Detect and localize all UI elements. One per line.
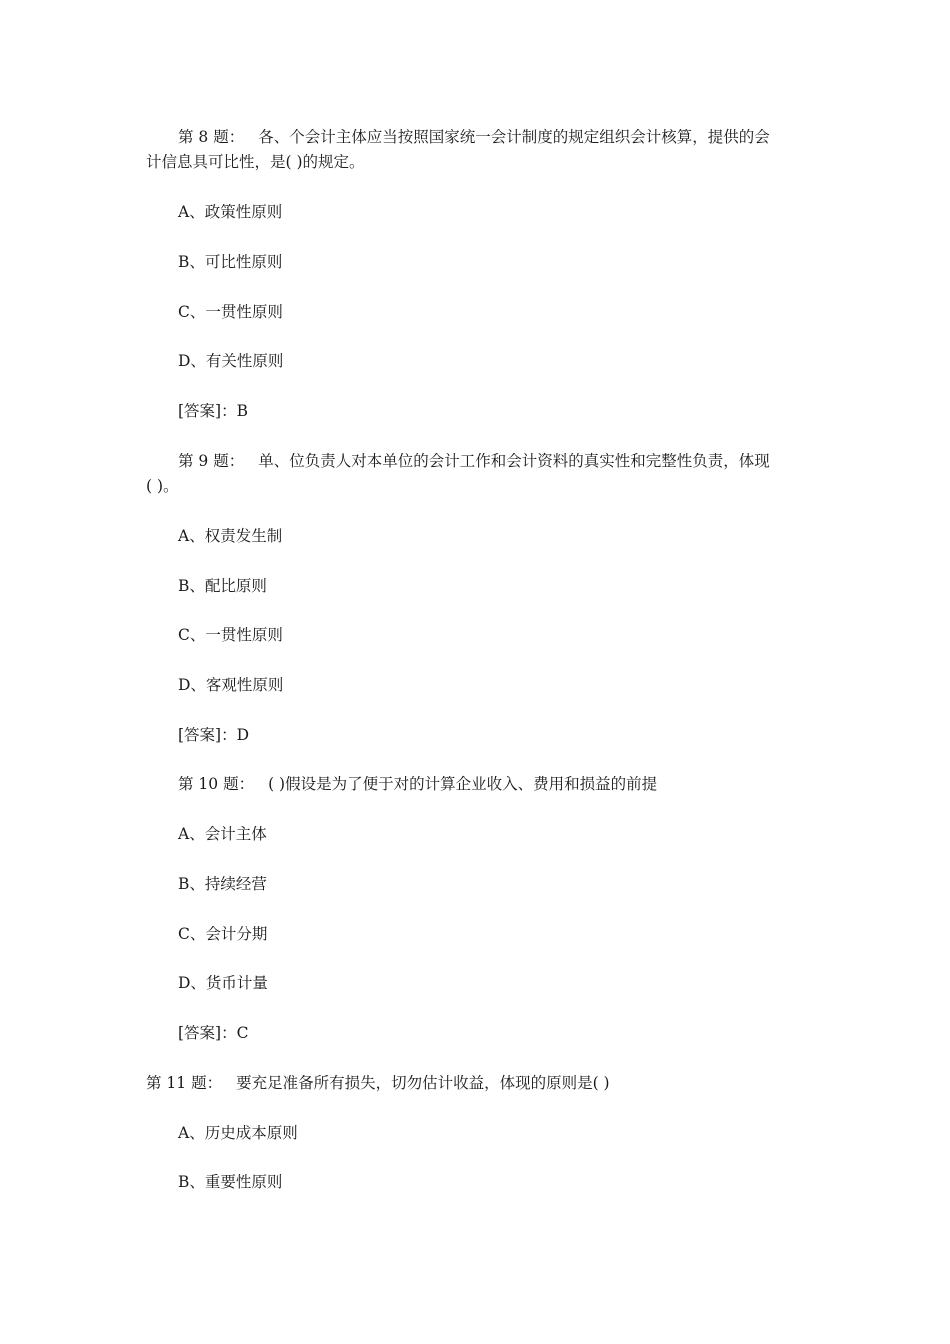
question-10-option-d: D、货币计量 xyxy=(178,974,268,992)
question-text: 各、个会计主体应当按照国家统一会计制度的规定组织会计核算，提供的会 xyxy=(258,128,770,146)
question-8-answer: [答案]：B xyxy=(178,402,248,420)
question-9-option-b: B、配比原则 xyxy=(178,577,267,595)
question-9-option-c: C、一贯性原则 xyxy=(178,626,283,644)
question-9-answer: [答案]：D xyxy=(178,726,250,744)
question-number: 第 9 题： xyxy=(178,452,245,470)
question-number: 第 11 题： xyxy=(146,1074,223,1092)
question-8-line-2: 计信息具可比性，是( )的规定。 xyxy=(146,153,365,171)
question-number: 第 8 题： xyxy=(178,128,245,146)
question-text: 要充足准备所有损失，切勿估计收益，体现的原则是( ) xyxy=(236,1074,610,1092)
question-10-option-b: B、持续经营 xyxy=(178,875,267,893)
question-10-line-1 xyxy=(178,773,657,795)
question-8-option-d: D、有关性原则 xyxy=(178,352,284,370)
question-8-option-c: C、一贯性原则 xyxy=(178,303,283,321)
question-8-line-1 xyxy=(178,126,770,148)
question-10-answer: [答案]：C xyxy=(178,1024,249,1042)
question-10-option-c: C、会计分期 xyxy=(178,925,268,943)
question-8-option-a: A、政策性原则 xyxy=(178,203,283,221)
question-9-line-2: ( )。 xyxy=(146,477,179,495)
question-11-line-1 xyxy=(146,1072,610,1094)
question-9-line-1 xyxy=(178,450,770,472)
question-number: 第 10 题： xyxy=(178,775,255,793)
question-8-option-b: B、可比性原则 xyxy=(178,253,283,271)
question-11-option-a: A、历史成本原则 xyxy=(178,1124,298,1142)
question-9-option-d: D、客观性原则 xyxy=(178,676,284,694)
question-9-option-a: A、权责发生制 xyxy=(178,527,283,545)
question-text: 单、位负责人对本单位的会计工作和会计资料的真实性和完整性负责，体现 xyxy=(258,452,770,470)
question-text: ( )假设是为了便于对的计算企业收入、费用和损益的前提 xyxy=(268,775,658,793)
question-11-option-b: B、重要性原则 xyxy=(178,1173,283,1191)
question-10-option-a: A、会计主体 xyxy=(178,825,267,843)
